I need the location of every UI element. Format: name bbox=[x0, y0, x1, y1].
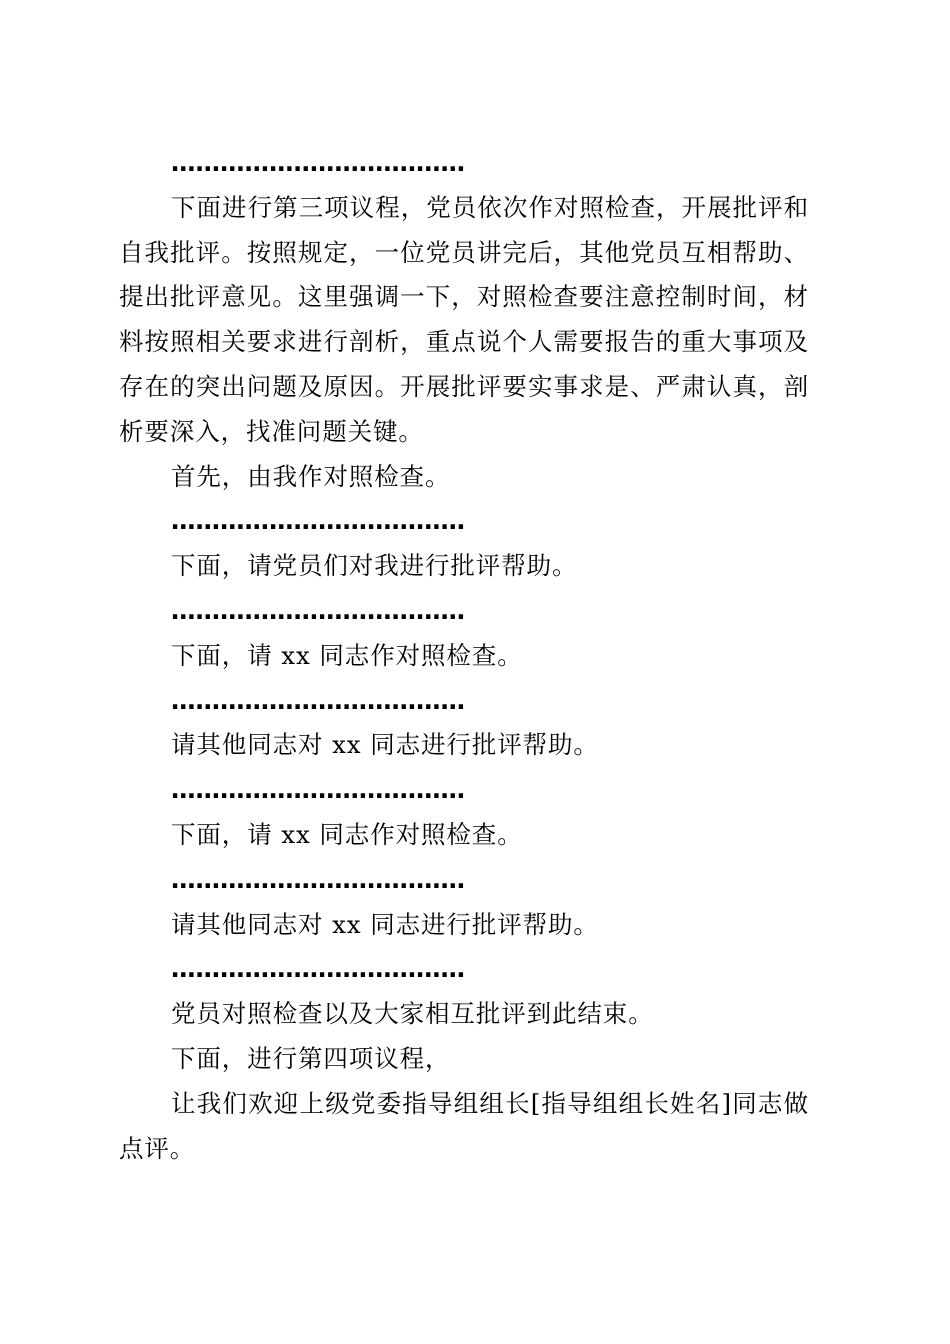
member-review-paragraph: 下面，请 xx 同志作对照检查。 bbox=[171, 819, 523, 849]
member-review-paragraph: 下面，请 xx 同志作对照检查。 bbox=[171, 640, 523, 670]
ellipsis-separator: ……………………………… bbox=[171, 506, 465, 536]
closing-review-paragraph: 党员对照检查以及大家相互批评到此结束。 bbox=[171, 999, 654, 1029]
agenda-item-four-paragraph: 下面，进行第四项议程， bbox=[171, 1043, 451, 1073]
document-page bbox=[119, 141, 809, 1171]
ellipsis-separator: ……………………………… bbox=[171, 148, 465, 177]
agenda-item-three-paragraph: 下面进行第三项议程，党员依次作对照检查，开展批评和自我批评。按照规定，一位党员讲完后，其他党员互相帮助、提出批评意见。这里强调一下，对照检查要注意控制时间，材料按照相关要求进行剖析，重点说个人需要报告的重大事项及存在的突出问题及原因。开展批评要实事求是、严肃认真，剖析要深入，找准问题关键。 bbox=[119, 192, 809, 446]
member-criticism-paragraph: 请其他同志对 xx 同志进行批评帮助。 bbox=[171, 909, 599, 939]
ellipsis-separator: ……………………………… bbox=[171, 595, 465, 625]
ellipsis-separator: ……………………………… bbox=[171, 685, 465, 715]
self-review-paragraph: 首先，由我作对照检查。 bbox=[171, 461, 451, 491]
supervisor-comment-paragraph: 让我们欢迎上级党委指导组组长[指导组组长姓名]同志做点评。 bbox=[119, 1088, 809, 1163]
member-criticism-paragraph: 请其他同志对 xx 同志进行批评帮助。 bbox=[171, 730, 599, 760]
criticism-request-paragraph: 下面，请党员们对我进行批评帮助。 bbox=[171, 551, 578, 581]
ellipsis-separator: ……………………………… bbox=[171, 864, 465, 894]
ellipsis-separator: ……………………………… bbox=[171, 954, 465, 984]
ellipsis-separator: ……………………………… bbox=[171, 775, 465, 805]
